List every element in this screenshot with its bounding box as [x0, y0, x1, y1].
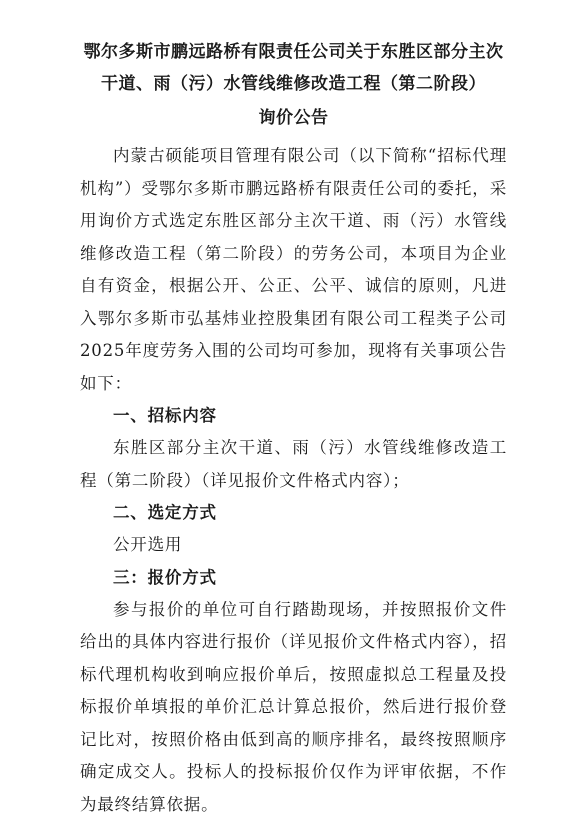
section-heading-3: 三：报价方式 — [80, 562, 507, 594]
document-title-line-2: 干道、雨（污）水管线维修改造工程（第二阶段） — [80, 68, 507, 100]
document-title-line-1: 鄂尔多斯市鹏远路桥有限责任公司关于东胜区部分主次 — [80, 36, 507, 68]
document-title-line-3: 询价公告 — [80, 102, 507, 134]
section-body-2: 公开选用 — [80, 529, 507, 562]
section-heading-1: 一、招标内容 — [80, 400, 507, 432]
section-body-1: 东胜区部分主次干道、雨（污）水管线维修改造工程（第二阶段）（详见报价文件格式内容）； — [80, 432, 507, 497]
intro-paragraph: 内蒙古硕能项目管理有限公司（以下简称“招标代理机构”）受鄂尔多斯市鹏远路桥有限责任公司的委托，采用询价方式选定东胜区部分主次干道、雨（污）水管线维修改造工程（第二阶段）的劳务公司，本项目为企业自有资金，根据公开、公正、公平、诚信的原则，凡进入鄂尔多斯市弘基炜业控股集团有限公司工程类子公司2025年度劳务入围的公司均可参加，现将有关事项公告如下： — [80, 140, 507, 400]
section-heading-2: 二、选定方式 — [80, 497, 507, 529]
section-body-3: 参与报价的单位可自行踏勘现场，并按照报价文件给出的具体内容进行报价（详见报价文件格式内容），招标代理机构收到响应报价单后，按照虚拟总工程量及投标报价单填报的单价汇总计算总报价，然后进行报价登记比对，按照价格由低到高的顺序排名，最终按照顺序确定成交人。投标人的投标报价仅作为评审依据，不作为最终结算依据。 — [80, 594, 507, 821]
